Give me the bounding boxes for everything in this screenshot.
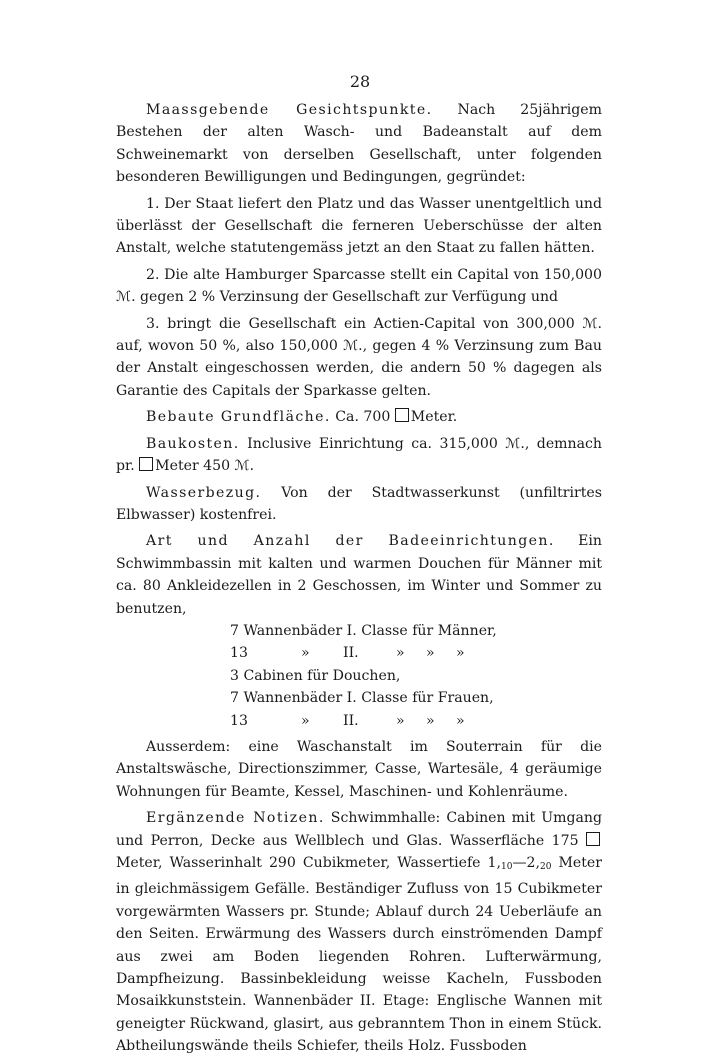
bath-list xyxy=(116,620,602,732)
paragraph-baukosten xyxy=(116,433,602,478)
square-meter-icon xyxy=(586,832,600,846)
notizen-subscript: 10 xyxy=(501,861,513,872)
paragraph-badeeinrichtungen xyxy=(116,530,602,620)
square-meter-icon xyxy=(139,457,153,471)
bath-count: 13 xyxy=(230,712,248,729)
ditto-mark: » xyxy=(396,645,405,662)
ditto-mark: » xyxy=(426,645,435,662)
page-body xyxy=(116,99,602,1058)
paragraph-massgebende-gesichtspunkte xyxy=(116,99,602,189)
section-label-badeeinrichtungen: Art und Anzahl der Badeeinrichtungen. xyxy=(146,533,555,550)
list-item-1: 1. Der Staat liefert den Platz und das Wasser unentgeltlich und überlässt der Gesellschaft die ferneren Ueberschüsse der alten Anstalt, welche statutengemäss jetzt an den Staat zu fallen hätten. xyxy=(116,195,602,257)
notizen-part3: —2, xyxy=(512,854,540,871)
notizen-part4: Meter in gleichmässigem Gefälle. Beständiger Zufluss von 15 Cubikmeter vorgewärmten Wassers pr. Stunde; Ablauf durch 24 Ueberläufe an den Seiten. Erwärmung des Wassers durch einströmenden Dampf aus zwei am Boden liegenden Rohren. Lufterwärmung, Dampfheizung. Bassinbekleidung weisse Kacheln, Fussboden Mosaikkunststein. Wannenbäder II. Etage: Englische Wannen mit geneigter Rückwand, glasirt, aus gebranntem Thon in einem Stück. Abtheilungswände theils Schiefer, theils Holz. Fussboden xyxy=(116,854,603,1055)
paragraph-wasserbezug xyxy=(116,482,602,527)
ditto-mark: » xyxy=(456,712,465,729)
notizen-subscript: 20 xyxy=(540,861,552,872)
notizen-part1: Schwimmhalle: Cabinen mit Umgang und Perron, Decke aus Wellblech und Glas. Wasserfläche 175 xyxy=(116,810,602,849)
section-label-baukosten: Baukosten. xyxy=(146,435,240,452)
notizen-part2: Meter, Wasserinhalt 290 Cubikmeter, Wassertiefe 1, xyxy=(116,854,501,871)
grundflaeche-post: Meter. xyxy=(410,409,458,426)
list-item-3: 3. bringt die Gesellschaft ein Actien-Capital von 300,000 ℳ. auf, wovon 50 %, also 150,000 ℳ., gegen 4 % Verzinsung zum Bau der Anstalt eingeschossen werden, die andern 50 % dagegen als Garantie des Capitals der Sparkasse gelten. xyxy=(116,315,602,399)
list-item-2: 2. Die alte Hamburger Sparcasse stellt ein Capital von 150,000 ℳ. gegen 2 % Verzinsung der Gesellschaft zur Verfügung und xyxy=(116,266,602,306)
bath-row xyxy=(116,665,602,687)
paragraph-grundflaeche xyxy=(116,406,602,428)
paragraph-ergaenzende-notizen xyxy=(116,807,602,1057)
bath-row xyxy=(116,687,602,709)
bath-row xyxy=(116,620,602,642)
section-label-notizen: Ergänzende Notizen. xyxy=(146,810,325,827)
bath-row xyxy=(116,642,602,664)
baukosten-post: Meter 450 ℳ. xyxy=(155,458,255,475)
section-label-grundflaeche: Bebaute Grundfläche. xyxy=(146,409,331,426)
wasserbezug-text: Von der Stadtwasserkunst (unfiltrirtes Elbwasser) kostenfrei. xyxy=(116,484,602,523)
ditto-mark: » xyxy=(396,712,405,729)
bath-class: II. xyxy=(343,712,359,729)
ditto-mark: » xyxy=(301,712,310,729)
ditto-mark: » xyxy=(426,712,435,729)
ditto-mark: » xyxy=(456,645,465,662)
bath-row-text: 3 Cabinen für Douchen, xyxy=(230,667,401,684)
section-label-wasserbezug: Wasserbezug. xyxy=(146,484,262,501)
baukosten-text: Inclusive Einrichtung ca. 315,000 ℳ., demnach pr. xyxy=(116,435,602,475)
section-label-massgebende: Maassgebende Gesichtspunkte. xyxy=(146,102,433,118)
badeeinrichtungen-text: Ein Schwimmbassin mit kalten und warmen Douchen für Männer mit ca. 80 Ankleidezellen in 2 Geschossen, im Winter und Sommer zu benutzen, xyxy=(116,533,602,617)
ditto-mark: » xyxy=(301,645,310,662)
bath-row-text: 7 Wannenbäder I. Classe für Frauen, xyxy=(230,690,494,707)
paragraph-ausserdem: Ausserdem: eine Waschanstalt im Souterrain für die Anstaltswäsche, Directionszimmer, Casse, Wartesäle, 4 geräumige Wohnungen für Beamte, Kessel, Maschinen- und Kohlenräume. xyxy=(116,738,602,800)
grundflaeche-pre: Ca. 700 xyxy=(330,409,395,426)
page-number: 28 xyxy=(349,72,371,91)
bath-row-text: 7 Wannenbäder I. Classe für Männer, xyxy=(230,622,497,639)
bath-row xyxy=(116,710,602,732)
bath-count: 13 xyxy=(230,645,248,662)
section-text-massgebende: Nach 25jährigem Bestehen der alten Wasch- und Badeanstalt auf dem Schweinemarkt von derselben Gesellschaft, unter folgenden besonderen Bewilligungen und Bedingungen, gegründet: xyxy=(116,102,603,186)
bath-class: II. xyxy=(343,645,359,662)
square-meter-icon xyxy=(395,408,409,422)
